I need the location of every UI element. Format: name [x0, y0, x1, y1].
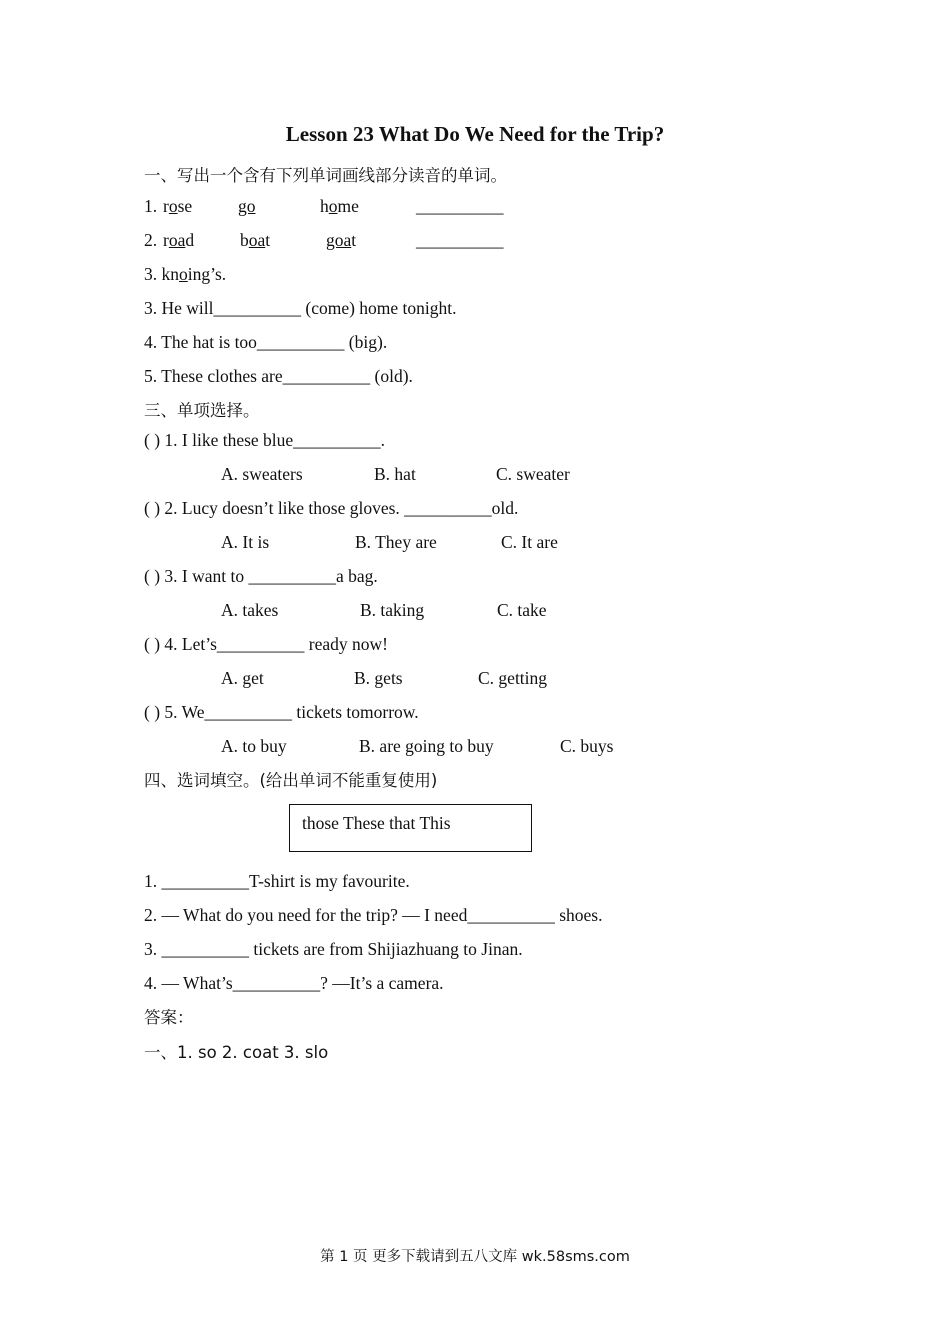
answers-line1: 一、1. so 2. coat 3. slo: [144, 1043, 329, 1062]
section1-row2-blank: __________: [416, 230, 504, 250]
question-stem: ( ) 4. Let’s__________ ready now!: [144, 634, 388, 654]
section2-item: 5. These clothes are__________ (old).: [144, 366, 413, 386]
section4-item: 1. __________T-shirt is my favourite.: [144, 871, 410, 891]
section1-row2-word2: boat: [240, 230, 271, 250]
section1-row1-word3: home: [320, 196, 359, 216]
section4-item: 3. __________ tickets are from Shijiazhuang to Jinan.: [144, 939, 523, 959]
option-c: C. It are: [501, 532, 558, 552]
word-box-words: those These that This: [302, 813, 451, 833]
question-stem: ( ) 3. I want to __________a bag.: [144, 566, 378, 586]
section1-row1-num: 1.: [144, 196, 158, 216]
option-b: B. hat: [374, 464, 416, 484]
section1-row1-blank: __________: [416, 196, 504, 216]
section3-heading: 三、单项选择。: [144, 401, 260, 420]
section1-row2-word3: goat: [326, 230, 357, 250]
option-b: B. They are: [355, 532, 437, 552]
lesson-title: Lesson 23 What Do We Need for the Trip?: [285, 122, 665, 146]
option-a: A. sweaters: [221, 464, 303, 484]
section2-item: 3. He will__________ (come) home tonight.: [144, 298, 457, 318]
page-footer: 第 1 页 更多下载请到五八文库 wk.58sms.com: [320, 1249, 630, 1265]
option-b: B. taking: [360, 600, 425, 620]
section4-item: 4. — What’s__________? —It’s a camera.: [144, 973, 444, 993]
option-c: C. buys: [560, 736, 614, 756]
answers-heading: 答案：: [144, 1008, 194, 1027]
question-stem: ( ) 5. We__________ tickets tomorrow.: [144, 702, 419, 722]
option-b: B. gets: [354, 668, 403, 688]
option-a: A. takes: [221, 600, 279, 620]
option-c: C. sweater: [496, 464, 570, 484]
section1-row2-num: 2.: [144, 230, 158, 250]
section1-row2-word1: road: [163, 230, 195, 250]
section1-row3: 3. knoing’s.: [144, 264, 227, 284]
section1-heading: 一、写出一个含有下列单词画线部分读音的单词。: [144, 166, 507, 185]
section1-row1-word1: rose: [163, 196, 193, 216]
option-c: C. take: [497, 600, 547, 620]
option-a: A. to buy: [221, 736, 287, 756]
question-stem: ( ) 2. Lucy doesn’t like those gloves. __________old.: [144, 498, 519, 518]
word-box: [289, 804, 532, 852]
option-a: A. get: [221, 668, 264, 688]
section2-item: 4. The hat is too__________ (big).: [144, 332, 388, 352]
option-a: A. It is: [221, 532, 270, 552]
section4-heading: 四、选词填空。(给出单词不能重复使用): [144, 771, 438, 790]
option-c: C. getting: [478, 668, 548, 688]
question-stem: ( ) 1. I like these blue__________.: [144, 430, 386, 450]
option-b: B. are going to buy: [359, 736, 494, 756]
section4-item: 2. — What do you need for the trip? — I need__________ shoes.: [144, 905, 603, 925]
section1-row1-word2: go: [238, 196, 256, 216]
